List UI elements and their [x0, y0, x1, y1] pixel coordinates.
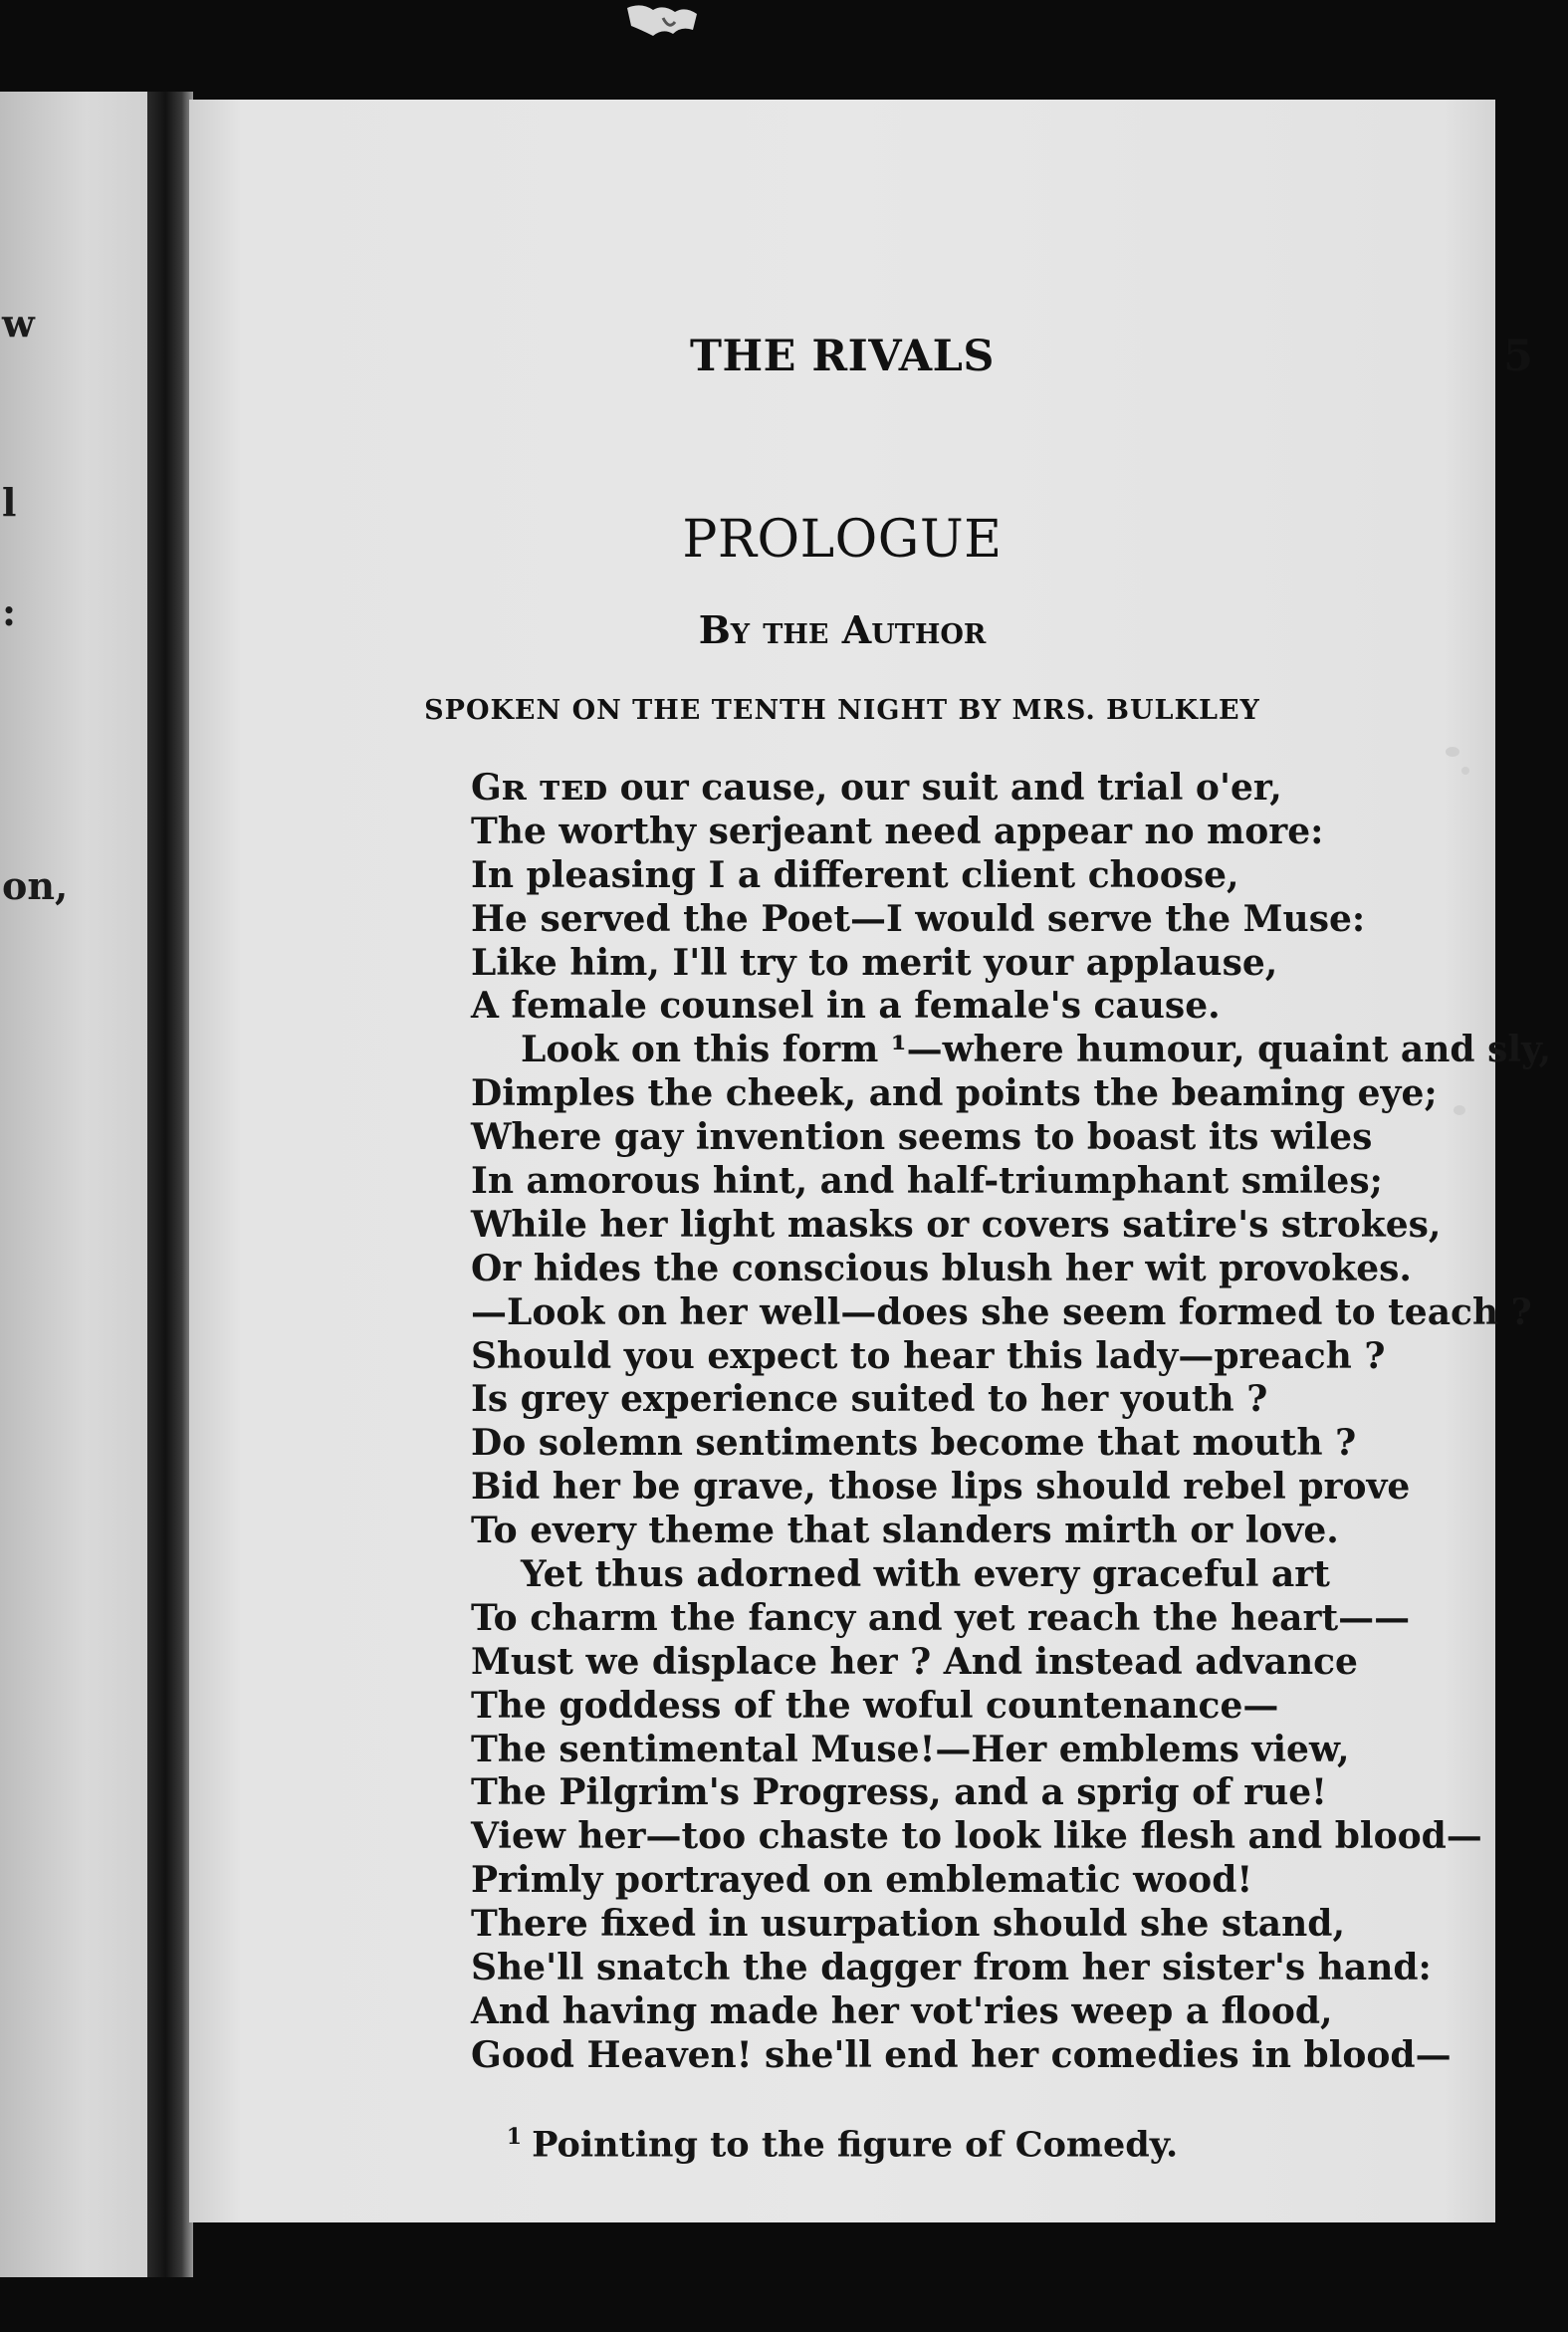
poem-line: While her light masks or covers satire's strokes, — [471, 1203, 1442, 1246]
scan-speck — [1461, 767, 1469, 775]
running-head: THE RIVALS — [690, 332, 995, 381]
poem-line: In amorous hint, and half-triumphant smiles; — [471, 1160, 1383, 1203]
scan-specks — [1436, 737, 1495, 1155]
previous-page-fragment: on, — [2, 863, 69, 908]
page-number: 5 — [1503, 332, 1533, 381]
poem-line: He served the Poet—I would serve the Muse: — [471, 897, 1366, 940]
poem-line: Primly portrayed on emblematic wood! — [471, 1859, 1253, 1902]
poem-line: Do solemn sentiments become that mouth ? — [471, 1422, 1357, 1465]
poem-line: Good Heaven! she'll end her comedies in blood— — [471, 2033, 1452, 2076]
footnote-marker: 1 — [506, 2124, 523, 2150]
poem-line: Like him, I'll try to merit your applause, — [471, 941, 1278, 984]
poem-line: Must we displace her ? And instead advance — [471, 1640, 1358, 1683]
poem-line: A female counsel in a female's cause. — [471, 985, 1221, 1028]
previous-page-fragment: : — [2, 589, 17, 634]
scan-speck — [1446, 747, 1459, 757]
spoken-by-line: SPOKEN ON THE TENTH NIGHT BY MRS. BULKLEY — [424, 695, 1260, 726]
page-title: PROLOGUE — [682, 510, 1003, 570]
poem-line: Or hides the conscious blush her wit provokes. — [471, 1247, 1412, 1289]
poem-line: Should you expect to hear this lady—preach ? — [471, 1334, 1386, 1377]
poem-line: Gʀ ᴛᴇᴅ our cause, our suit and trial o'er, — [471, 767, 1282, 809]
poem-line: Look on this form ¹—where humour, quaint and sly, — [521, 1029, 1552, 1071]
scan-speck — [1454, 1105, 1465, 1115]
poem-line: She'll snatch the dagger from her sister's hand: — [471, 1947, 1432, 1989]
poem-line: In pleasing I a different client choose, — [471, 853, 1239, 896]
poem-line: The Pilgrim's Progress, and a sprig of rue! — [471, 1771, 1327, 1814]
library-stamp-mark — [623, 0, 709, 42]
book-page — [189, 100, 1552, 2222]
footnote — [189, 2124, 1495, 2166]
poem-line: The sentimental Muse!—Her emblems view, — [471, 1728, 1350, 1770]
poem-line: There fixed in usurpation should she stand, — [471, 1903, 1345, 1946]
previous-page-fragment: w — [2, 301, 35, 346]
poem-line: —Look on her well—does she seem formed to teach ? — [471, 1290, 1532, 1333]
page-subtitle: By the Author — [698, 607, 987, 652]
poem-line: Yet thus adorned with every graceful art — [521, 1553, 1330, 1596]
previous-page-edge — [0, 92, 157, 2277]
previous-page-fragment: l — [2, 480, 17, 525]
poem-line: Is grey experience suited to her youth ? — [471, 1378, 1268, 1421]
poem-line: View her—too chaste to look like flesh and blood— — [471, 1815, 1482, 1858]
poem-line: And having made her vot'ries weep a flood, — [471, 1989, 1333, 2032]
poem-line: Dimples the cheek, and points the beaming eye; — [471, 1072, 1438, 1115]
book-gutter-shadow — [147, 92, 193, 2277]
poem-line: The goddess of the woful countenance— — [471, 1684, 1279, 1727]
footnote-text: Pointing to the figure of Comedy. — [532, 2124, 1179, 2166]
poem-line: The worthy serjeant need appear no more: — [471, 810, 1324, 852]
poem-line: Where gay invention seems to boast its wiles — [471, 1116, 1373, 1159]
poem-line: To every theme that slanders mirth or love. — [471, 1510, 1339, 1552]
poem-line: Bid her be grave, those lips should rebel prove — [471, 1466, 1411, 1509]
poem-line: To charm the fancy and yet reach the heart—— — [471, 1596, 1411, 1639]
poem-body — [471, 767, 1566, 2078]
